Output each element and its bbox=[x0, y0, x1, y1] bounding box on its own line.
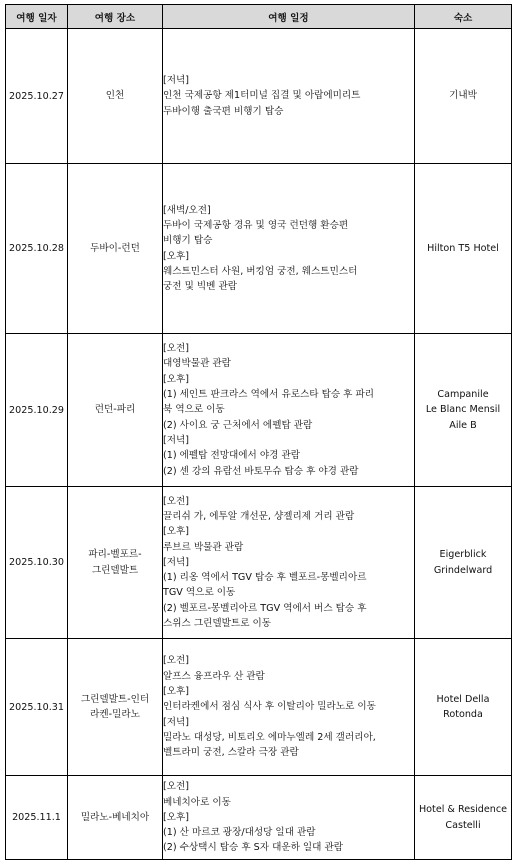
place-cell bbox=[68, 639, 163, 776]
schedule-line: 궁전 및 빅벤 관람 bbox=[163, 281, 238, 293]
place-line: 밀라노-베네치아 bbox=[80, 811, 150, 823]
schedule-line: 벨트라미 궁전, 스칼라 극장 관람 bbox=[163, 747, 299, 759]
schedule-line: [오전] bbox=[163, 495, 190, 507]
place-cell bbox=[68, 487, 163, 639]
schedule-line: 비행기 탑승 bbox=[163, 235, 213, 247]
table-row bbox=[6, 776, 512, 860]
schedule-line: (2) 수상택시 탑승 후 S자 대운하 일대 관람 bbox=[163, 842, 344, 854]
header-place: 여행 장소 bbox=[68, 5, 163, 29]
schedule-cell bbox=[163, 334, 415, 487]
schedule-cell bbox=[163, 487, 415, 639]
place-cell bbox=[68, 334, 163, 487]
schedule-line: (2) 벨포르-몽벨리아르 TGV 역에서 버스 탑승 후 bbox=[163, 602, 367, 614]
schedule-line: 두바이행 출국편 비행기 탑승 bbox=[163, 105, 284, 117]
schedule-line: 대영박물관 관람 bbox=[163, 358, 231, 370]
table-row bbox=[6, 164, 512, 334]
schedule-line: 끌리쉬 가, 에투알 개선문, 샹젤리제 거리 관람 bbox=[163, 510, 355, 522]
place-line: 런던-파리 bbox=[94, 404, 136, 416]
schedule-cell bbox=[163, 776, 415, 860]
lodging-line: Rotonda bbox=[443, 709, 483, 720]
header-schedule: 여행 일정 bbox=[163, 5, 415, 29]
schedule-line: (1) 세인트 판크라스 역에서 유로스타 탑승 후 파리 bbox=[163, 389, 375, 401]
schedule-line: 인터라켄에서 점심 식사 후 이탈리아 밀라노로 이동 bbox=[163, 701, 376, 713]
lodging-line: Campanile bbox=[437, 389, 489, 401]
lodging-cell bbox=[415, 487, 512, 639]
schedule-line: [오후] bbox=[163, 811, 190, 823]
lodging-line: Hotel Della bbox=[436, 693, 490, 705]
schedule-line: [저녁] bbox=[163, 716, 190, 728]
schedule-line: [오후] bbox=[163, 526, 190, 538]
date-cell: 2025.10.29 bbox=[6, 334, 68, 487]
lodging-line: Hotel & Residence bbox=[418, 804, 508, 816]
place-line: 라켄-밀라노 bbox=[90, 709, 140, 720]
schedule-line: 두바이 국제공항 경유 및 영국 런던행 환승편 bbox=[163, 219, 349, 231]
place-line: 인천 bbox=[105, 90, 125, 102]
schedule-line: 북 역으로 이동 bbox=[163, 404, 225, 416]
schedule-line: [저녁] bbox=[163, 556, 190, 568]
lodging-line: Le Blanc Mensil bbox=[425, 404, 501, 416]
itinerary-table bbox=[5, 4, 512, 860]
schedule-cell bbox=[163, 164, 415, 334]
schedule-line: (2) 사이요 궁 근처에서 에펠탑 관람 bbox=[163, 419, 313, 431]
lodging-line: Grindelward bbox=[433, 564, 493, 576]
schedule-line: 밀라노 대성당, 비토리오 에마누엘레 2세 갤러리아, bbox=[163, 731, 376, 743]
schedule-line: [오후] bbox=[163, 250, 190, 262]
date-cell: 2025.10.31 bbox=[6, 639, 68, 776]
table-row bbox=[6, 639, 512, 776]
schedule-cell bbox=[163, 29, 415, 164]
place-line: 그린델발트 bbox=[91, 564, 139, 576]
schedule-line: 인천 국제공항 제1터미널 집결 및 아랍에미리트 bbox=[163, 90, 361, 102]
schedule-line: 루브르 박물관 관람 bbox=[163, 541, 244, 553]
date-cell: 2025.10.28 bbox=[6, 164, 68, 334]
schedule-line: [오전] bbox=[163, 781, 190, 793]
schedule-line: [오후] bbox=[163, 686, 190, 698]
schedule-line: [오전] bbox=[163, 343, 190, 355]
table-row bbox=[6, 334, 512, 487]
place-cell bbox=[68, 164, 163, 334]
date-cell: 2025.10.30 bbox=[6, 487, 68, 639]
schedule-line: 웨스트민스터 사원, 버킹엄 궁전, 웨스트민스터 bbox=[163, 265, 358, 277]
lodging-line: Eigerblick bbox=[439, 549, 487, 561]
table-row bbox=[6, 29, 512, 164]
schedule-line: (1) 에펠탑 전망대에서 야경 관람 bbox=[163, 450, 300, 462]
place-line: 그린델발트-인터 bbox=[80, 693, 150, 705]
schedule-line: [오후] bbox=[163, 373, 190, 385]
schedule-line: (1) 리옹 역에서 TGV 탑승 후 벨포르-몽벨리아르 bbox=[163, 572, 367, 584]
lodging-cell bbox=[415, 776, 512, 860]
lodging-cell bbox=[415, 29, 512, 164]
lodging-line: Aile B bbox=[449, 419, 477, 431]
schedule-line: [저녁] bbox=[163, 75, 190, 87]
place-cell bbox=[68, 29, 163, 164]
table-row bbox=[6, 487, 512, 639]
place-cell bbox=[68, 776, 163, 860]
place-line: 파리-벨포르- bbox=[88, 549, 142, 561]
date-cell: 2025.11.1 bbox=[6, 776, 68, 860]
schedule-line: TGV 역으로 이동 bbox=[163, 587, 236, 599]
schedule-line: [새벽/오전] bbox=[163, 204, 211, 216]
lodging-line: Hilton T5 Hotel bbox=[427, 242, 499, 254]
schedule-line: 알프스 융프라우 산 관람 bbox=[163, 670, 265, 682]
schedule-line: 스위스 그린델발트로 이동 bbox=[163, 618, 272, 630]
schedule-line: 베네치아로 이동 bbox=[163, 796, 231, 808]
schedule-line: (2) 센 강의 유람선 바토무슈 탑승 후 야경 관람 bbox=[163, 465, 359, 477]
place-line: 두바이-런던 bbox=[90, 242, 140, 254]
lodging-line: Castelli bbox=[445, 819, 481, 831]
header-date: 여행 일자 bbox=[6, 5, 68, 29]
date-cell: 2025.10.27 bbox=[6, 29, 68, 164]
lodging-cell bbox=[415, 164, 512, 334]
schedule-cell bbox=[163, 639, 415, 776]
lodging-line: 기내박 bbox=[449, 90, 477, 102]
header-lodging: 숙소 bbox=[415, 5, 512, 29]
lodging-cell bbox=[415, 334, 512, 487]
lodging-cell bbox=[415, 639, 512, 776]
schedule-line: [오전] bbox=[163, 655, 190, 667]
header-row bbox=[6, 5, 512, 29]
schedule-line: [저녁] bbox=[163, 434, 190, 446]
schedule-line: (1) 산 마르코 광장/대성당 일대 관람 bbox=[163, 827, 316, 839]
